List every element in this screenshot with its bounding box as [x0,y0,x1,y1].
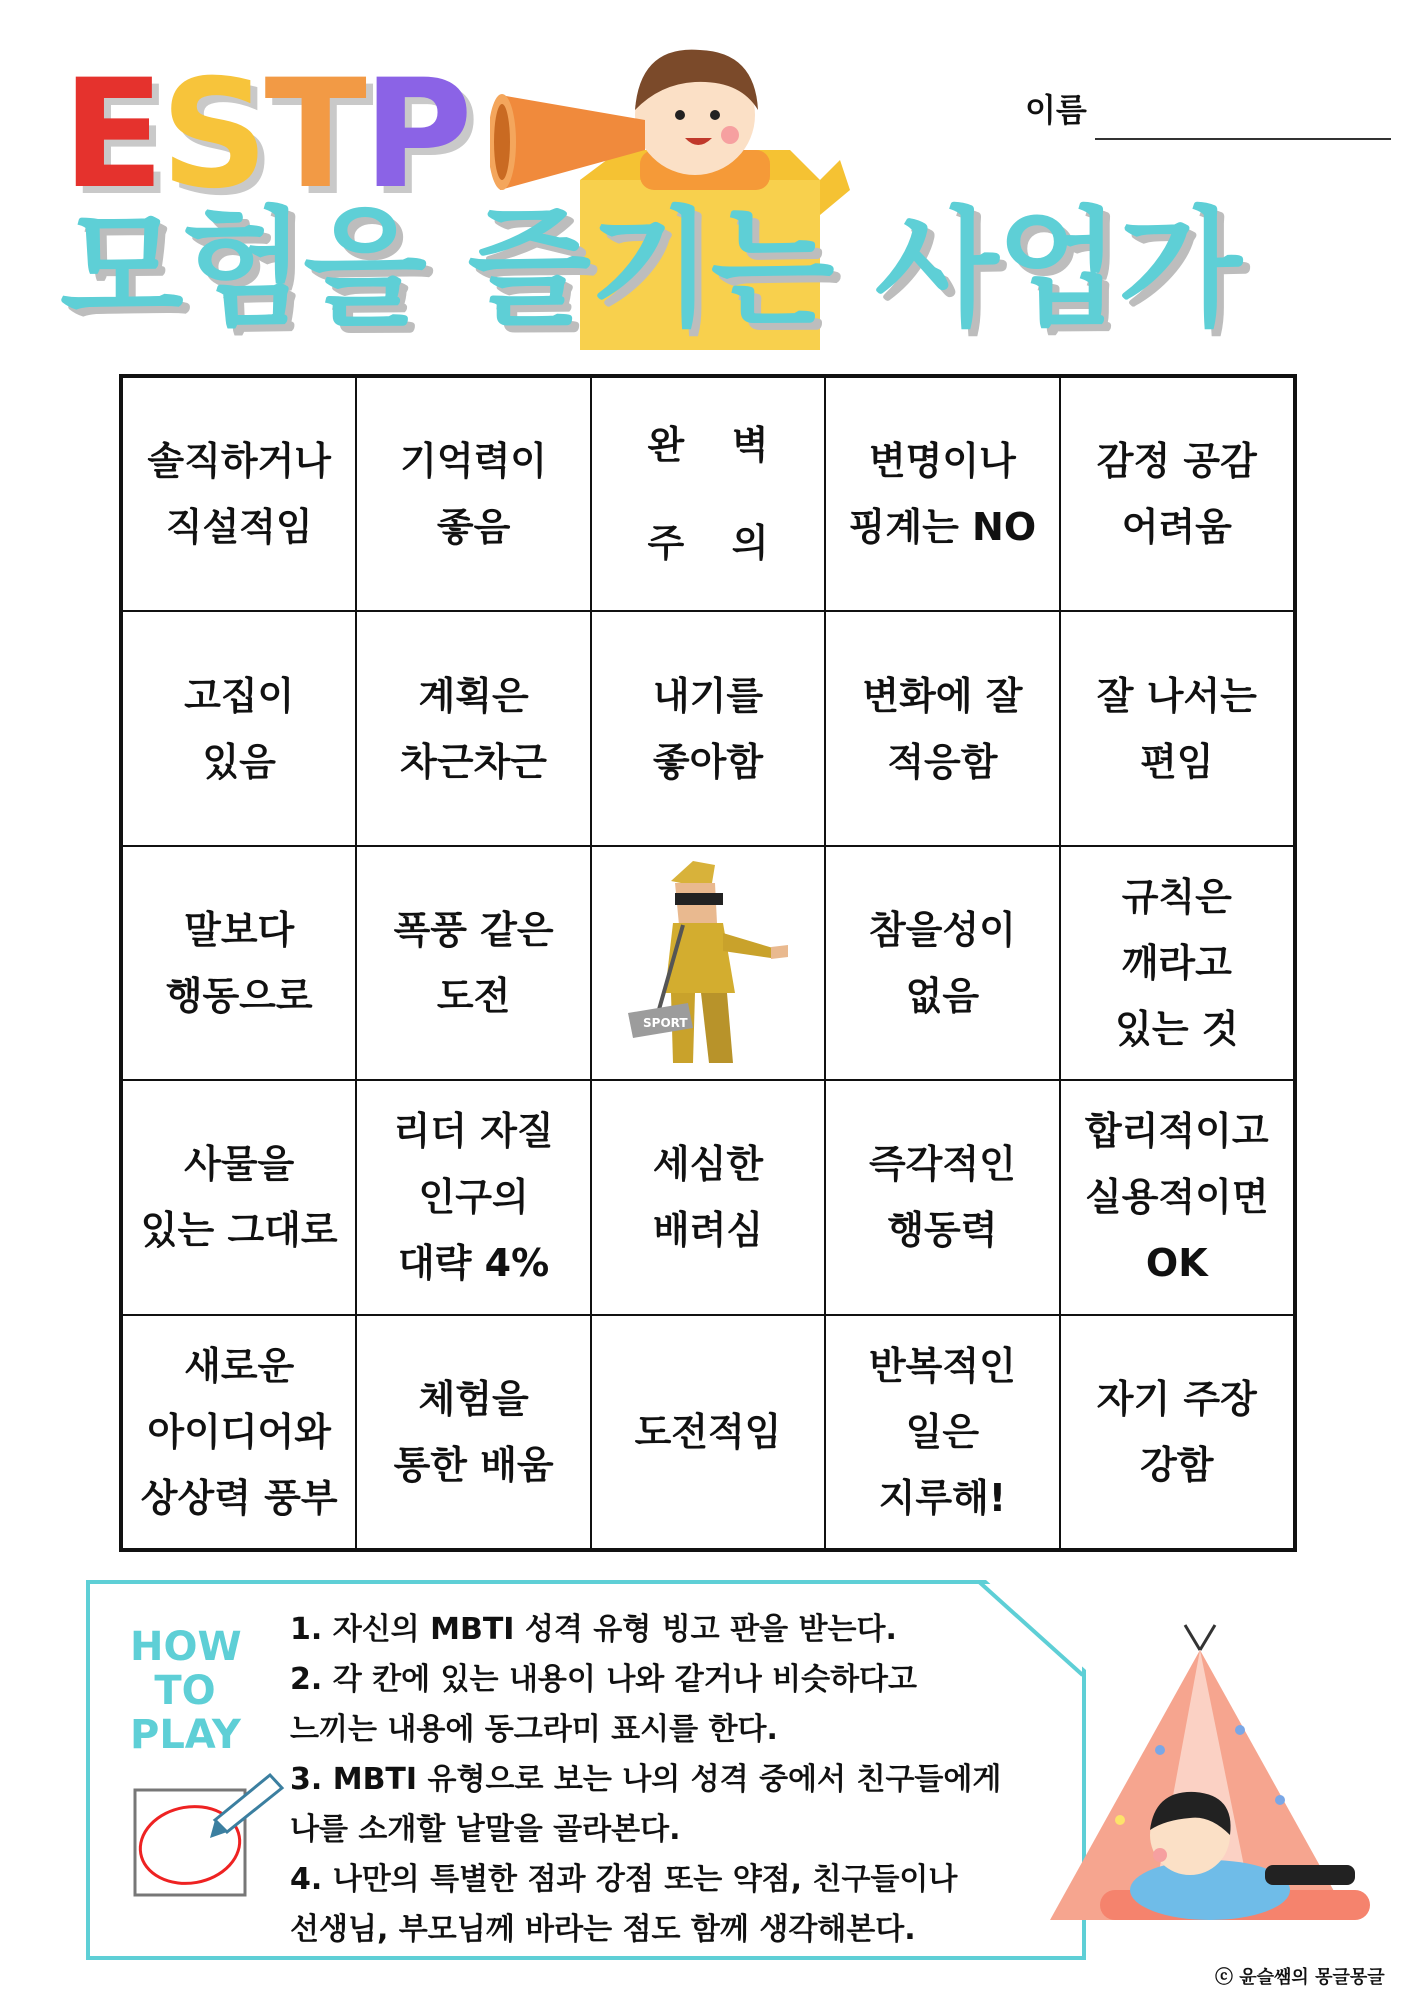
title-estp [62,48,469,222]
bingo-cell[interactable]: 규칙은 깨라고 있는 것 [1060,846,1294,1080]
rule-item: 4. 나만의 특별한 점과 강점 또는 약점, 친구들이나 선생님, 부모님께 바라는 점도 함께 생각해본다. [290,1862,958,1947]
bingo-cell-perfectionism[interactable] [591,377,825,611]
bingo-cell-char: 벽 [731,423,769,468]
bingo-board [119,374,1297,1552]
bingo-cell-char: 주 [647,521,685,566]
bingo-cell-char: 의 [731,521,769,566]
bingo-cell[interactable]: 말보다 행동으로 [122,846,356,1080]
bingo-cell[interactable]: 사물을 있는 그대로 [122,1080,356,1314]
copyright-text: ⓒ 윤슬쌤의 몽글몽글 [1215,1967,1385,1988]
howto-title: HOW TO PLAY [130,1624,242,1758]
bingo-cell[interactable]: 새로운 아이디어와 상상력 풍부 [122,1315,356,1549]
bingo-cell[interactable]: 자기 주장 강함 [1060,1315,1294,1549]
name-input-line[interactable] [1095,138,1391,140]
bingo-center-cell [591,846,825,1080]
bingo-cell[interactable]: 감정 공감 어려움 [1060,377,1294,611]
bingo-cell[interactable]: 세심한 배려심 [591,1080,825,1314]
bingo-cell[interactable]: 기억력이 좋음 [356,377,590,611]
explorer-illustration [623,853,793,1073]
rule-item: 2. 각 칸에 있는 내용이 나와 같거나 비슷하다고 느끼는 내용에 동그라미 표시를 한다. [290,1662,918,1747]
bingo-cell[interactable]: 잘 나서는 편임 [1060,611,1294,845]
title-letter: P [362,48,469,222]
page-subtitle: 모험을 즐기는 사업가 [60,195,1240,344]
bingo-cell[interactable]: 솔직하거나 직설적임 [122,377,356,611]
bingo-cell[interactable]: 리더 자질 인구의 대략 4% [356,1080,590,1314]
pencil-circle-icon [130,1760,290,1900]
bingo-cell[interactable]: 계획은 차근차근 [356,611,590,845]
bingo-cell[interactable]: 참을성이 없음 [825,846,1059,1080]
bingo-cell[interactable]: 변화에 잘 적응함 [825,611,1059,845]
bingo-cell[interactable]: 폭풍 같은 도전 [356,846,590,1080]
bingo-cell[interactable]: 합리적이고 실용적이면 OK [1060,1080,1294,1314]
title-letter: S [160,48,265,222]
svg-text:SPORT: SPORT [642,1015,688,1030]
bingo-cell[interactable]: 즉각적인 행동력 [825,1080,1059,1314]
title-letter: E [62,48,161,222]
rules-list [290,1605,1070,1955]
bingo-cell-char: 완 [647,423,685,468]
bingo-cell[interactable]: 내기를 좋아함 [591,611,825,845]
bingo-cell[interactable]: 변명이나 핑계는 NO [825,377,1059,611]
name-label: 이름 [1025,91,1087,129]
bingo-cell[interactable]: 도전적임 [591,1315,825,1549]
bingo-cell[interactable]: 체험을 통한 배움 [356,1315,590,1549]
rule-item: 1. 자신의 MBTI 성격 유형 빙고 판을 받는다. [290,1612,897,1647]
tent-girl-illustration [1040,1620,1400,1960]
bingo-cell[interactable]: 고집이 있음 [122,611,356,845]
rule-item: 3. MBTI 유형으로 보는 나의 성격 중에서 친구들에게 나를 소개할 낱말을 골라본다. [290,1762,1002,1847]
bingo-cell[interactable]: 반복적인 일은 지루해! [825,1315,1059,1549]
title-letter: T [264,48,363,222]
